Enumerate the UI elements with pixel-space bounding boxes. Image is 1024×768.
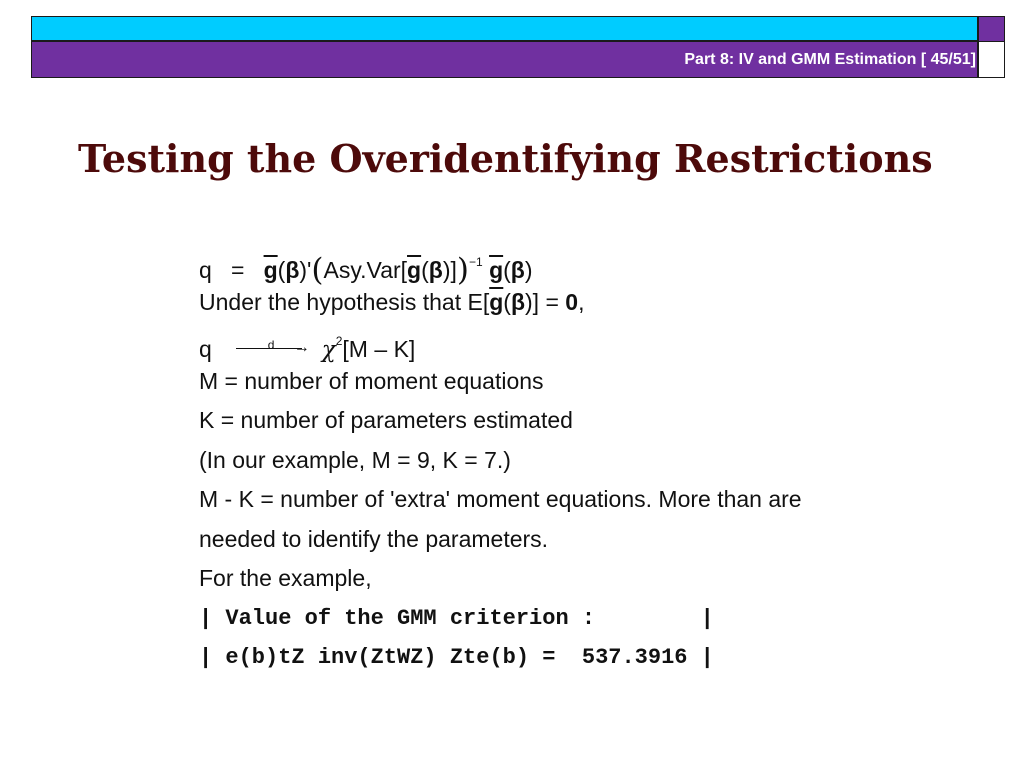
chi-symbol: χ <box>321 337 336 363</box>
header-corner-purple <box>978 16 1005 42</box>
k-definition: K = number of parameters estimated <box>199 407 573 433</box>
hypothesis-equals: )] = <box>525 288 566 315</box>
q-statistic-formula: q = $\overline{g}(\beta)'(Asy.Var[\overline{g}(\beta)])^{-1}$ $\overline{g}(\beta)$ <box>199 252 533 288</box>
inverse-exponent: −1 <box>468 255 483 269</box>
q-label: q <box>199 336 212 362</box>
g-bar: $\overline{g}$ <box>263 257 278 283</box>
example-values: (In our example, M = 9, K = 7.) <box>199 446 511 473</box>
m-definition: M = number of moment equations <box>199 367 544 394</box>
g-bar: $\overline{g}$ <box>489 257 504 283</box>
df-close: K] <box>393 336 416 362</box>
zero-vector: 0 <box>565 288 579 315</box>
extra-equations-line-1: M - K = number of 'extra' moment equations. More than are <box>199 486 802 512</box>
beta-symbol: β <box>285 257 300 283</box>
for-example-line: For the example, <box>199 565 372 591</box>
beta-symbol: β <box>428 257 443 283</box>
g-bar: $\overline{g}$ <box>489 288 504 315</box>
equals-sign: = <box>230 257 245 283</box>
extra-equations-line-2: needed to identify the parameters. <box>199 525 549 552</box>
hypothesis-line: Under the hypothesis that $E[\overline{g}(\beta)] = 0$, <box>199 288 585 315</box>
convergence-arrow-icon: d → <box>236 337 310 361</box>
distribution-line <box>199 322 979 362</box>
slide-number: Part 8: IV and GMM Estimation [ 45/51] <box>684 51 976 68</box>
hypothesis-prefix: Under the hypothesis that E[ <box>199 288 490 315</box>
hypothesis-suffix: , <box>578 288 585 315</box>
slide-title: Testing the Overidentifying Restrictions <box>78 136 933 181</box>
asy-var-label: Asy.Var <box>323 257 401 283</box>
header-cyan-bar <box>31 16 978 41</box>
beta-symbol: β <box>510 257 525 283</box>
convergence-label: d <box>267 338 275 352</box>
beta-symbol: β <box>510 288 526 315</box>
header-corner-white <box>978 41 1005 78</box>
gmm-output-line-1: | Value of the GMM criterion : | <box>199 605 714 631</box>
gmm-output-line-2: | e(b)tZ inv(ZtWZ) Zte(b) = 537.3916 | <box>199 645 714 670</box>
df-open: [M <box>342 336 368 362</box>
minus-sign: – <box>374 336 388 362</box>
g-bar: $\overline{g}$ <box>407 257 422 283</box>
chi-exponent: 2 <box>335 334 343 348</box>
q-label: q <box>199 257 212 283</box>
slide-content <box>199 243 979 678</box>
